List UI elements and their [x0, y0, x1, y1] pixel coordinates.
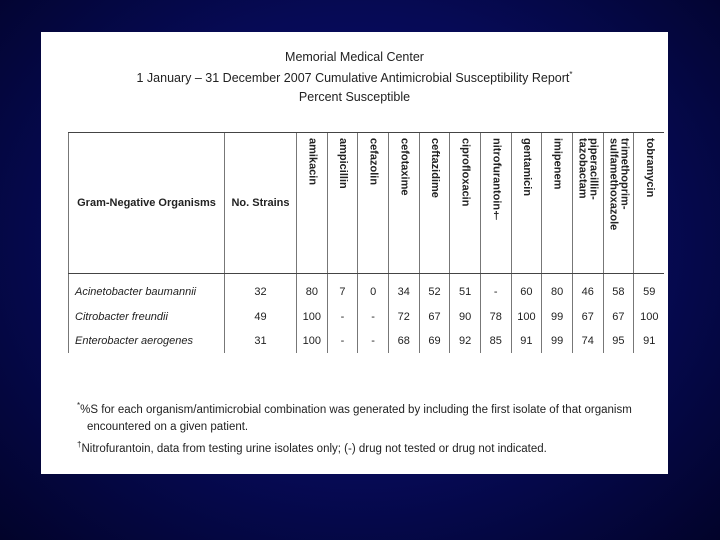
table-row — [69, 305, 665, 329]
table-row — [69, 274, 665, 306]
footnote-1-line1: %S for each organism/antimicrobial combination was generated by including the first isolate of that organism — [80, 403, 632, 416]
drug-name: imipenem — [551, 137, 564, 189]
drug-column-header — [572, 133, 603, 274]
susceptibility-value: 90 — [450, 305, 481, 329]
susceptibility-value: 100 — [297, 329, 328, 353]
strains-column-header: No. Strains — [225, 133, 297, 274]
susceptibility-value: 34 — [388, 274, 419, 306]
drug-column-header — [327, 133, 358, 274]
drug-column-header — [358, 133, 389, 274]
susceptibility-value: - — [358, 329, 389, 353]
susceptibility-value: 58 — [603, 274, 634, 306]
susceptibility-value: 51 — [450, 274, 481, 306]
drug-column-header — [419, 133, 450, 274]
drug-name: ampicillin — [336, 137, 349, 189]
susceptibility-value: - — [327, 305, 358, 329]
susceptibility-value: 67 — [572, 305, 603, 329]
drug-column-header — [603, 133, 634, 274]
drug-column-header — [297, 133, 328, 274]
drug-column-header — [450, 133, 481, 274]
susceptibility-value: 99 — [542, 329, 573, 353]
susceptibility-value: 68 — [388, 329, 419, 353]
strain-count: 49 — [225, 305, 297, 329]
report-caption: Percent Susceptible — [298, 90, 411, 104]
drug-name: ceftazidime — [428, 137, 441, 198]
susceptibility-value: - — [327, 329, 358, 353]
report-subtitle — [41, 70, 668, 85]
footnote-1-mark: * — [77, 401, 81, 410]
susceptibility-value: 99 — [542, 305, 573, 329]
report-subtitle-text: 1 January – 31 December 2007 Cumulative Antimicrobial Susceptibility Report — [136, 71, 570, 86]
report-title: Memorial Medical Center — [285, 50, 424, 64]
organism-name: Acinetobacter baumannii — [69, 274, 225, 306]
footnote-1 — [77, 397, 657, 419]
susceptibility-value: 100 — [634, 305, 665, 329]
susceptibility-value: 80 — [542, 274, 573, 306]
susceptibility-value: 91 — [634, 329, 665, 353]
drug-name: amikacin — [306, 137, 319, 185]
drug-column-header — [388, 133, 419, 274]
footnotes — [77, 397, 657, 458]
susceptibility-value: 92 — [450, 329, 481, 353]
susceptibility-value: 0 — [358, 274, 389, 306]
drug-name: cefotaxime — [398, 137, 411, 195]
drug-column-header — [634, 133, 665, 274]
susceptibility-value: 100 — [511, 305, 542, 329]
footnote-2 — [77, 436, 657, 458]
drug-name: nitrofurantoin† — [490, 137, 503, 222]
susceptibility-value: 95 — [603, 329, 634, 353]
drug-name: trimethoprim- sulfamethoxazole — [607, 137, 631, 230]
susceptibility-value: 74 — [572, 329, 603, 353]
drug-column-header — [480, 133, 511, 274]
drug-column-header — [511, 133, 542, 274]
susceptibility-value: - — [480, 274, 511, 306]
susceptibility-value: 67 — [419, 305, 450, 329]
susceptibility-value: 67 — [603, 305, 634, 329]
table-row — [69, 329, 665, 353]
drug-name: piperacillin- tazobactam — [576, 137, 600, 200]
footnote-1-continuation: encountered on a given patient. — [87, 420, 249, 433]
drug-column-header — [542, 133, 573, 274]
susceptibility-table — [68, 132, 664, 353]
drug-name: ciprofloxacin — [459, 137, 472, 206]
susceptibility-value: 60 — [511, 274, 542, 306]
susceptibility-value: 59 — [634, 274, 665, 306]
susceptibility-value: 80 — [297, 274, 328, 306]
susceptibility-value: 100 — [297, 305, 328, 329]
susceptibility-value: 7 — [327, 274, 358, 306]
drug-name: tobramycin — [643, 137, 656, 197]
susceptibility-value: 85 — [480, 329, 511, 353]
strain-count: 32 — [225, 274, 297, 306]
report-page — [41, 32, 668, 474]
drug-name: cefazolin — [367, 137, 380, 185]
susceptibility-value: 46 — [572, 274, 603, 306]
susceptibility-value: 72 — [388, 305, 419, 329]
susceptibility-value: 69 — [419, 329, 450, 353]
susceptibility-value: 91 — [511, 329, 542, 353]
report-subtitle-footnote-mark: * — [569, 70, 573, 79]
footnote-2-mark: † — [77, 439, 82, 449]
susceptibility-value: 52 — [419, 274, 450, 306]
drug-name: gentamicin — [520, 137, 533, 196]
susceptibility-value: 78 — [480, 305, 511, 329]
table-header-row — [69, 133, 665, 274]
strain-count: 31 — [225, 329, 297, 353]
organism-name: Enterobacter aerogenes — [69, 329, 225, 353]
susceptibility-value: - — [358, 305, 389, 329]
organism-column-header: Gram-Negative Organisms — [69, 133, 225, 274]
footnote-2-text: Nitrofurantoin, data from testing urine isolates only; (-) drug not tested or drug not indicated. — [81, 442, 547, 455]
organism-name: Citrobacter freundii — [69, 305, 225, 329]
